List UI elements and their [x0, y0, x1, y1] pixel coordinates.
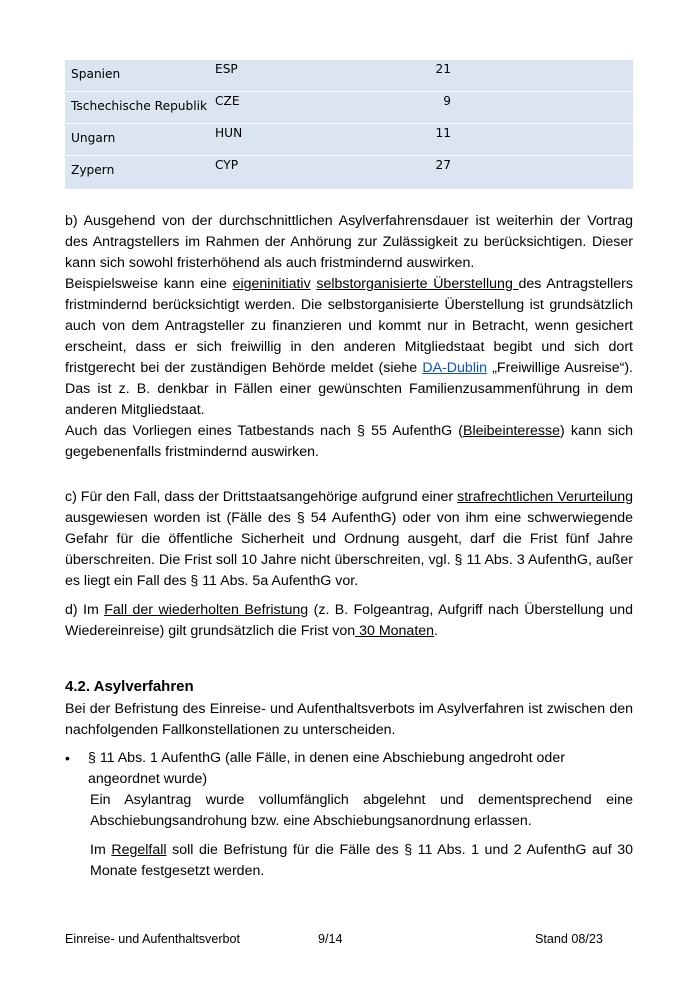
text-span: Beispielsweise kann eine [65, 276, 233, 292]
bullet-item [88, 748, 633, 790]
paragraph-b2 [65, 274, 633, 421]
country-code: ESP [215, 62, 238, 76]
paragraph-b1: b) Ausgehend von der durchschnittlichen Asylverfahrensdauer ist weiterhin der Vortrag des Antragstellers im Rahmen der Anhörung zur Zulässigkeit zu berücksichtigen. Dieser kann sich sowohl fristerhöhend als auch fristmindernd auswirken. [65, 213, 633, 271]
country-name: Tschechische Republik [71, 99, 208, 113]
link-strafrechtliche-verurteilung[interactable]: strafrechtlichen Verurteilung [457, 489, 633, 505]
country-value: 9 [443, 94, 451, 108]
text-span: „Freiwillige Ausreise“). Das ist z. B. denkbar in Fällen einer gewünschten Familienzusammenführung in dem anderen Mitgliedstaat. [65, 360, 634, 418]
text-span: ausgewiesen worden ist (Fälle des § 54 AufenthG) oder von ihm eine schwerwiegende Gefahr für die öffentliche Sicherheit und Ordnung ausgeht, darf die Frist fünf Jahre überschreiten. Die Frist soll 10 Jahre nicht überschreiten, vgl. § 11 Abs. 3 AufenthG, außer es liegt ein Fall des § 11 Abs. 5a AufenthG vor. [65, 510, 633, 589]
footer-title: Einreise- und Aufenthaltsverbot [65, 932, 241, 946]
bullet-sub-2 [90, 840, 633, 882]
country-table [65, 60, 633, 189]
link-wiederholte-befristung[interactable]: Fall der wiederholten Befristung [104, 602, 309, 618]
section-heading: 4.2. Asylverfahren [65, 678, 194, 695]
country-value: 27 [435, 158, 451, 172]
section-d [65, 600, 633, 642]
country-name: Ungarn [71, 131, 116, 145]
table-row [65, 156, 633, 189]
country-code: CYP [215, 158, 239, 172]
link-bleibeinteresse[interactable]: Bleibeinteresse [463, 423, 561, 439]
link-da-dublin[interactable]: DA-Dublin [422, 360, 488, 376]
text-span: c) Für den Fall, dass der Drittstaatsangehörige aufgrund einer [65, 489, 458, 505]
country-code: HUN [215, 126, 243, 140]
intro-paragraph: Bei der Befristung des Einreise- und Aufenthaltsverbots im Asylverfahren ist zwischen den nachfolgenden Fallkonstellationen zu unterscheiden. [65, 701, 633, 738]
text-span: (z. B. Folgeantrag, Aufgriff nach Überstellung und Wiedereinreise) gilt grundsätzlich die Frist von [65, 602, 633, 639]
text-span: ) kann sich gegebenenfalls fristmindernd auswirken. [65, 423, 633, 460]
link-eigeninitiativ[interactable]: eigeninitiativ [232, 276, 311, 292]
country-name: Spanien [71, 67, 121, 81]
paragraph-c [65, 487, 633, 592]
country-code: CZE [215, 94, 240, 108]
country-name: Zypern [71, 163, 115, 177]
bullet-sub-1 [90, 790, 633, 832]
paragraph-b3 [65, 421, 633, 463]
paragraph-d [65, 600, 633, 642]
section-b [65, 211, 633, 463]
table-row [65, 124, 633, 156]
footer-page-number: 9/14 [318, 932, 343, 946]
table-row [65, 92, 633, 124]
footer-date: Stand 08/23 [535, 932, 603, 946]
sub-paragraph-2 [90, 840, 633, 882]
bullet-icon: • [65, 750, 70, 766]
text-span: . [434, 623, 439, 639]
bullet-text: § 11 Abs. 1 AufenthG (alle Fälle, in denen eine Abschiebung angedroht oder angeordnet wurde) [88, 750, 565, 787]
country-value: 21 [435, 62, 451, 76]
link-regelfall[interactable]: Regelfall [111, 842, 167, 858]
text-span: Auch das Vorliegen eines Tatbestands nach § 55 AufenthG ( [65, 423, 463, 439]
link-30-monaten[interactable]: 30 Monaten [355, 623, 435, 639]
section-c [65, 487, 633, 592]
text-span: Im [90, 842, 112, 858]
country-value: 11 [435, 126, 451, 140]
link-selbstorganisierte-ueberstellung[interactable]: selbstorganisierte Überstellung [316, 276, 519, 292]
text-span: soll die Befristung für die Fälle des § 11 Abs. 1 und 2 AufenthG auf 30 Monate festgesetzt werden. [90, 842, 634, 879]
text-span: d) Im [65, 602, 105, 618]
sub-paragraph-1: Ein Asylantrag wurde vollumfänglich abgelehnt und dementsprechend eine Abschiebungsandrohung bzw. eine Abschiebungsanordnung erlassen. [90, 792, 633, 829]
text-span: des Antragstellers fristmindernd berücksichtigt werden. Die selbstorganisierte Überstellung ist grundsätzlich auch von dem Antragsteller zu finanzieren und kommt nur in Betracht, wenn gesichert erscheint, dass er sich freiwillig in den anderen Mitgliedstaat begibt und sich dort fristgerecht bei der zuständigen Behörde meldet (siehe [65, 276, 633, 376]
table-row [65, 60, 633, 92]
section-intro [65, 699, 633, 741]
